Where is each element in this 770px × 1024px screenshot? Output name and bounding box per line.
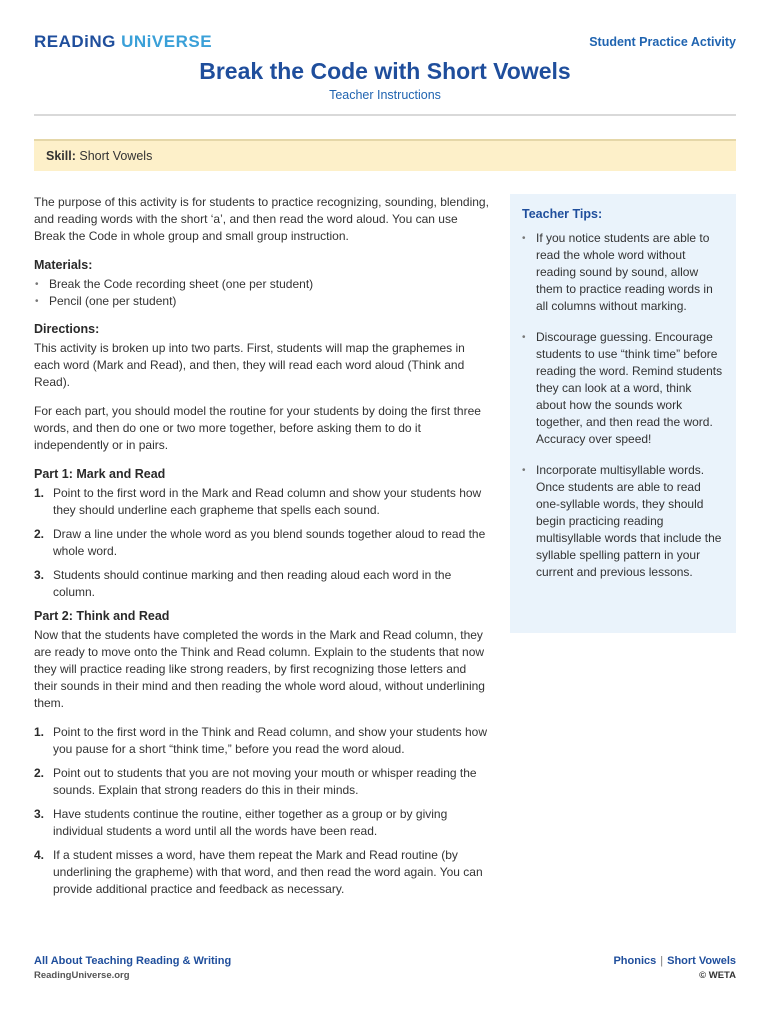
materials-list: [34, 276, 490, 310]
logo-text-universe: UNiVERSE: [121, 32, 213, 51]
list-item: • If you notice students are able to read the whole word without reading sound by sound, allow them to practice reading words in all columns without marking.: [522, 230, 724, 315]
step-text: Draw a line under the whole word as you blend sounds together aloud to read the whole word.: [53, 527, 486, 558]
part1-heading: Part 1: Mark and Read: [34, 467, 166, 481]
main-content: [34, 194, 490, 905]
step-text: Point to the first word in the Mark and Read column and show your students how they should underline each grapheme that spells each sound.: [53, 486, 482, 517]
part2-steps: [34, 724, 490, 898]
footer-url-link[interactable]: ReadingUniverse.org: [34, 970, 130, 981]
skill-value: Short Vowels: [79, 149, 153, 163]
category-separator: |: [660, 955, 664, 967]
step-number: 2.: [34, 527, 45, 541]
teacher-tips-panel: [510, 194, 736, 633]
list-item: [34, 847, 490, 898]
step-text: If a student misses a word, have them repeat the Mark and Read routine (by underlining the grapheme) with that word, and then read the word again. You can provide additional practice and feedback as necessary.: [53, 848, 483, 896]
step-text: Students should continue marking and then reading aloud each word in the column.: [53, 568, 452, 599]
part1-steps: [34, 485, 490, 601]
list-item: • Incorporate multisyllable words. Once students are able to read one-syllable words, they should begin practicing reading multisyllable words that include the syllable spelling pattern in your current and previous lessons.: [522, 462, 724, 581]
materials-heading: Materials:: [34, 258, 93, 272]
step-number: 1.: [34, 486, 45, 500]
category-short-vowels-link[interactable]: Short Vowels: [667, 955, 736, 967]
step-number: 1.: [34, 725, 45, 739]
tips-list: [522, 230, 724, 581]
list-item: [34, 765, 490, 799]
list-item: • Discourage guessing. Encourage students to use “think time” before reading the word. Remind students they can look at a word, think about how the sounds work together, and then read the word. Accuracy over speed!: [522, 329, 724, 448]
footer-left: [34, 955, 231, 981]
tips-heading: Teacher Tips:: [522, 207, 603, 221]
directions-heading: Directions:: [34, 322, 100, 336]
list-item: [34, 526, 490, 560]
step-text: Point to the first word in the Think and Read column, and show your students how you pause for a short “think time,” before you read the word aloud.: [53, 725, 488, 756]
step-number: 4.: [34, 848, 45, 862]
step-text: Have students continue the routine, either together as a group or by giving individual students a word until all the words have been read.: [53, 807, 448, 838]
list-item: [34, 485, 490, 519]
part2-intro: Now that the students have completed the words in the Mark and Read column, they are ready to move onto the Think and Read column. Explain to the students that now they will practice reading like strong readers, by first recognizing those letters and their sounds in their mind and then reading the whole word aloud, without underlining them.: [34, 628, 485, 710]
list-item: • Break the Code recording sheet (one per student): [34, 276, 490, 293]
copyright: © WETA: [699, 970, 736, 981]
list-item: [34, 567, 490, 601]
step-number: 3.: [34, 807, 45, 821]
step-text: Point out to students that you are not moving your mouth or whisper reading the sounds. Explain that strong readers do this in their minds.: [53, 766, 477, 797]
logo-text-reading: READiNG: [34, 32, 122, 51]
step-number: 3.: [34, 568, 45, 582]
activity-label: Student Practice Activity: [589, 35, 736, 49]
list-item: [34, 806, 490, 840]
header-divider: [34, 114, 736, 116]
skill-bar: [34, 139, 736, 171]
directions-paragraph-2: For each part, you should model the routine for your students by doing the first three words, and then do one or two more together, before asking them to do it independently or in pairs.: [34, 404, 481, 452]
list-item: • Pencil (one per student): [34, 293, 490, 310]
skill-label: Skill:: [46, 149, 76, 163]
page-title: Break the Code with Short Vowels: [199, 58, 571, 84]
part2-heading: Part 2: Think and Read: [34, 609, 170, 623]
footer-tagline: All About Teaching Reading & Writing: [34, 955, 232, 967]
intro-paragraph: The purpose of this activity is for students to practice recognizing, sounding, blending, and reading words with the short ‘a’, and then read the word aloud. You can use Break the Code in whole group and small group instruction.: [34, 195, 489, 243]
list-item: [34, 724, 490, 758]
step-number: 2.: [34, 766, 45, 780]
page-subtitle: Teacher Instructions: [329, 88, 441, 102]
directions-paragraph-1: This activity is broken up into two parts. First, students will map the graphemes in each word (Mark and Read), and then, they will read each word aloud (Think and Read).: [34, 341, 465, 389]
footer-categories: [613, 955, 736, 967]
category-phonics-link[interactable]: Phonics: [613, 955, 657, 967]
footer-right: [613, 955, 736, 981]
reading-universe-logo[interactable]: [34, 32, 212, 52]
